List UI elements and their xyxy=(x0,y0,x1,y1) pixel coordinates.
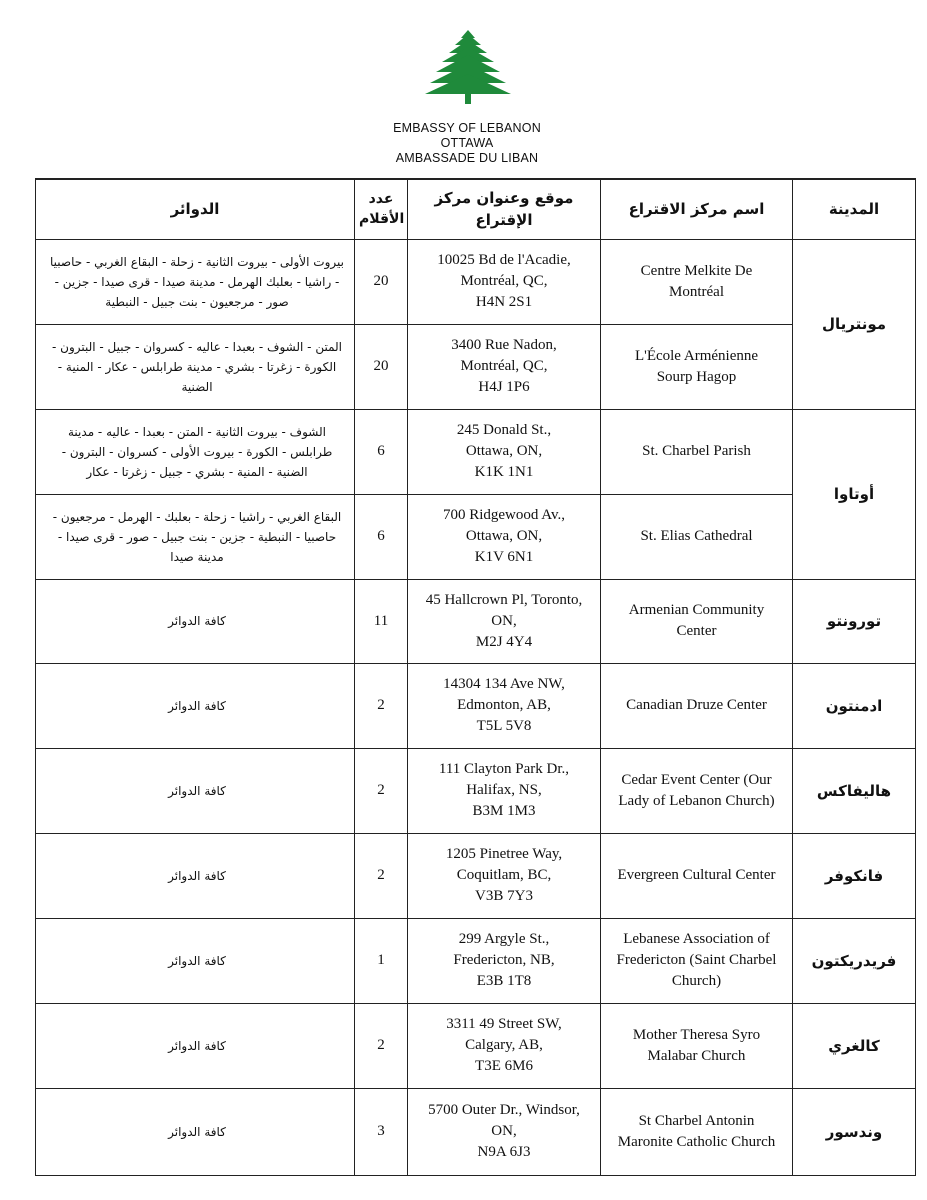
polls-count-cell: 2 xyxy=(355,748,408,833)
address-cell: 14304 134 Ave NW, Edmonton, AB, T5L 5V8 xyxy=(408,663,601,748)
header-line-2: OTTAWA xyxy=(440,136,494,150)
center-name-cell: Armenian Community Center xyxy=(601,579,793,663)
districts-cell: كافة الدوائر xyxy=(36,748,355,833)
table-header-row xyxy=(36,179,916,239)
center-name-cell: Evergreen Cultural Center xyxy=(601,833,793,918)
city-cell-toronto: تورونتو xyxy=(793,579,916,663)
center-name-cell: Canadian Druze Center xyxy=(601,663,793,748)
districts-cell: المتن - الشوف - بعبدا - عاليه - كسروان - جبيل - البترون - الكورة - زغرتا - بشري - مدينة طرابلس - عكار - المنية - الضنية xyxy=(36,324,355,409)
polls-count-cell: 2 xyxy=(355,833,408,918)
center-name-cell: Mother Theresa Syro Malabar Church xyxy=(601,1003,793,1088)
address-cell: 245 Donald St., Ottawa, ON, K1K 1N1 xyxy=(408,409,601,494)
address-cell: 299 Argyle St., Fredericton, NB, E3B 1T8 xyxy=(408,918,601,1003)
center-name-cell: St. Elias Cathedral xyxy=(601,494,793,579)
districts-cell: كافة الدوائر xyxy=(36,1003,355,1088)
districts-cell: كافة الدوائر xyxy=(36,579,355,663)
polls-count-cell: 6 xyxy=(355,494,408,579)
header-line-3: AMBASSADE DU LIBAN xyxy=(395,151,539,165)
header-polls-count: عدد الأقلام xyxy=(355,179,408,239)
districts-cell: كافة الدوائر xyxy=(36,918,355,1003)
districts-cell: كافة الدوائر xyxy=(36,663,355,748)
address-cell: 10025 Bd de l'Acadie, Montréal, QC, H4N 2S1 xyxy=(408,239,601,324)
polls-count-cell: 3 xyxy=(355,1088,408,1175)
polls-count-cell: 11 xyxy=(355,579,408,663)
city-cell-fredericton: فريدريكتون xyxy=(793,918,916,1003)
header-center-name: اسم مركز الاقتراع xyxy=(601,179,793,239)
table-row xyxy=(36,579,916,663)
center-name-cell: Lebanese Association of Fredericton (Saint Charbel Church) xyxy=(601,918,793,1003)
table-row xyxy=(36,748,916,833)
polls-count-cell: 6 xyxy=(355,409,408,494)
address-cell: 3400 Rue Nadon, Montréal, QC, H4J 1P6 xyxy=(408,324,601,409)
center-name-cell: St Charbel Antonin Maronite Catholic Church xyxy=(601,1088,793,1175)
table-row xyxy=(36,833,916,918)
address-cell: 3311 49 Street SW, Calgary, AB, T3E 6M6 xyxy=(408,1003,601,1088)
embassy-header xyxy=(300,121,634,166)
center-name-cell: Centre Melkite De Montréal xyxy=(601,239,793,324)
table-row xyxy=(36,663,916,748)
address-cell: 1205 Pinetree Way, Coquitlam, BC, V3B 7Y3 xyxy=(408,833,601,918)
table-row xyxy=(36,494,916,579)
city-cell-edmonton: ادمنتون xyxy=(793,663,916,748)
header-city: المدينة xyxy=(793,179,916,239)
center-name-cell: Cedar Event Center (Our Lady of Lebanon Church) xyxy=(601,748,793,833)
districts-cell: بيروت الأولى - بيروت الثانية - زحلة - البقاع الغربي - حاصبيا - راشيا - بعلبك الهرمل - مدينة صيدا - قرى صيدا - جزين - صور - مرجعيون - بنت جبيل - النبطية xyxy=(36,239,355,324)
polls-count-cell: 2 xyxy=(355,1003,408,1088)
header-line-1: EMBASSY OF LEBANON xyxy=(393,121,541,135)
address-cell: 45 Hallcrown Pl, Toronto, ON, M2J 4Y4 xyxy=(408,579,601,663)
districts-cell: البقاع الغربي - راشيا - زحلة - بعلبك - الهرمل - مرجعيون - حاصبيا - النبطية - جزين - بنت جبيل - صور - قرى صيدا - مدينة صيدا xyxy=(36,494,355,579)
table-row xyxy=(36,1003,916,1088)
polling-centers-table xyxy=(35,178,916,1176)
city-cell-calgary: كالغري xyxy=(793,1003,916,1088)
table-row xyxy=(36,1088,916,1175)
table-row xyxy=(36,324,916,409)
city-cell-vancouver: فانكوفر xyxy=(793,833,916,918)
polls-count-cell: 20 xyxy=(355,239,408,324)
polls-count-cell: 20 xyxy=(355,324,408,409)
polls-count-cell: 2 xyxy=(355,663,408,748)
table-row xyxy=(36,409,916,494)
center-name-cell: St. Charbel Parish xyxy=(601,409,793,494)
table-row xyxy=(36,239,916,324)
city-cell-ottawa: أوتاوا xyxy=(793,409,916,579)
center-name-cell: L'École Arménienne Sourp Hagop xyxy=(601,324,793,409)
city-cell-halifax: هاليفاكس xyxy=(793,748,916,833)
address-cell: 111 Clayton Park Dr., Halifax, NS, B3M 1M3 xyxy=(408,748,601,833)
header-districts: الدوائر xyxy=(36,179,355,239)
cedar-tree-icon xyxy=(425,28,511,106)
table-row xyxy=(36,918,916,1003)
header-location: موقع وعنوان مركز الإقتراع xyxy=(408,179,601,239)
city-cell-windsor: وندسور xyxy=(793,1088,916,1175)
districts-cell: الشوف - بيروت الثانية - المتن - بعبدا - عاليه - مدينة طرابلس - الكورة - بيروت الأولى - كسروان - البترون - الضنية - المنية - بشري - جبيل - زغرتا - عكار xyxy=(36,409,355,494)
address-cell: 700 Ridgewood Av., Ottawa, ON, K1V 6N1 xyxy=(408,494,601,579)
districts-cell: كافة الدوائر xyxy=(36,1088,355,1175)
districts-cell: كافة الدوائر xyxy=(36,833,355,918)
city-cell-montreal: مونتريال xyxy=(793,239,916,409)
polls-count-cell: 1 xyxy=(355,918,408,1003)
address-cell: 5700 Outer Dr., Windsor, ON, N9A 6J3 xyxy=(408,1088,601,1175)
